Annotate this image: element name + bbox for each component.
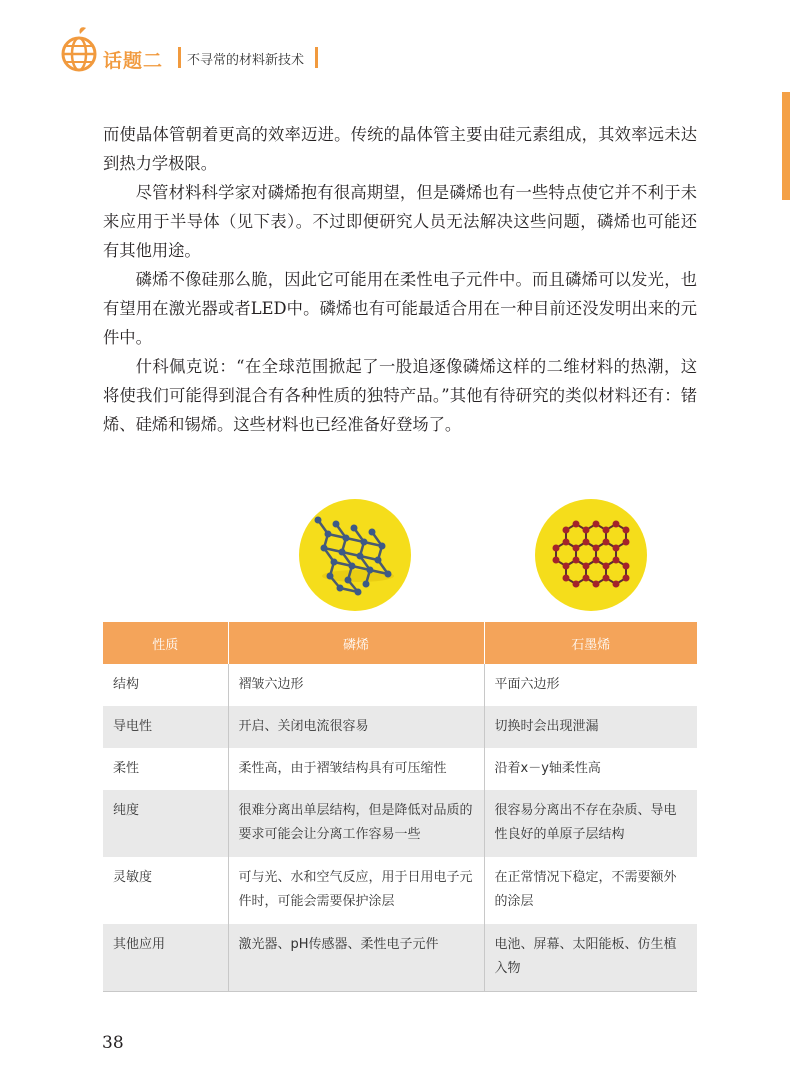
table-row [103, 924, 697, 991]
table-cell: 柔性高，由于褶皱结构具有可压缩性 [228, 748, 484, 790]
table-cell: 开启、关闭电流很容易 [228, 706, 484, 748]
chapter-subtitle: 不寻常的材料新技术 [187, 53, 305, 68]
table-cell: 可与光、水和空气反应，用于日用电子元件时，可能会需要保护涂层 [228, 857, 484, 924]
table-cell: 平面六边形 [494, 677, 560, 692]
page-number: 38 [102, 1033, 124, 1053]
header-divider [315, 47, 318, 68]
table-cell: 褶皱六边形 [228, 664, 484, 706]
table-cell: 结构 [103, 664, 228, 706]
side-tab-marker [782, 92, 790, 200]
table-row [103, 706, 697, 748]
table-cell: 导电性 [103, 706, 228, 748]
chapter-title: 话题二 [103, 50, 164, 72]
header-graphene: 石墨烯 [484, 622, 697, 664]
paragraph: 尽管材料科学家对磷烯抱有很高期望，但是磷烯也有一些特点使它并不利于未来应用于半导体（见下表）。不过即便研究人员无法解决这些问题，磷烯也可能还有其他用途。 [103, 183, 697, 260]
paragraph: 什科佩克说：“在全球范围掀起了一股追逐像磷烯这样的二维材料的热潮，这将使我们可能得到混合有各种性质的独特产品。”其他有待研究的类似材料还有：锗烯、硅烯和锡烯。这些材料也已经准备好登场了。 [103, 357, 697, 434]
table-row [103, 664, 697, 706]
globe-apple-logo-icon [60, 26, 100, 74]
body-text [103, 120, 697, 439]
puckered-hexagon-molecule-icon [298, 498, 412, 612]
table-cell: 很容易分离出不存在杂质、导电性良好的单原子层结构 [484, 790, 697, 857]
paragraph: 磷烯不像硅那么脆，因此它可能用在柔性电子元件中。而且磷烯可以发光，也有望用在激光器或者LED中。磷烯也有可能最适合用在一种目前还没发明出来的元件中。 [103, 270, 697, 347]
table-cell: 柔性 [103, 748, 228, 790]
page-header [0, 0, 790, 100]
flat-hexagon-molecule-icon [534, 498, 648, 612]
table-cell: 灵敏度 [103, 857, 228, 924]
table-row [103, 857, 697, 924]
table-cell: 在正常情况下稳定，不需要额外的涂层 [494, 870, 677, 909]
table-cell: 切换时会出现泄漏 [484, 706, 697, 748]
table-cell: 很难分离出单层结构，但是降低对品质的要求可能会让分离工作容易一些 [228, 790, 484, 857]
table-row [103, 748, 697, 790]
table-cell: 激光器、pH传感器、柔性电子元件 [228, 924, 484, 991]
header-divider [178, 47, 181, 68]
table-header-row [103, 622, 697, 664]
table-cell: 纯度 [103, 790, 228, 857]
header-phosphorene: 磷烯 [228, 622, 484, 664]
header-property: 性质 [103, 622, 228, 664]
table-cell: 其他应用 [103, 924, 228, 991]
table-cell: 沿着x－y轴柔性高 [494, 761, 601, 776]
comparison-table [103, 622, 697, 992]
table-row [103, 790, 697, 857]
table-cell: 电池、屏幕、太阳能板、仿生植入物 [484, 924, 697, 991]
paragraph: 而使晶体管朝着更高的效率迈进。传统的晶体管主要由硅元素组成，其效率远未达到热力学极限。 [103, 125, 697, 173]
